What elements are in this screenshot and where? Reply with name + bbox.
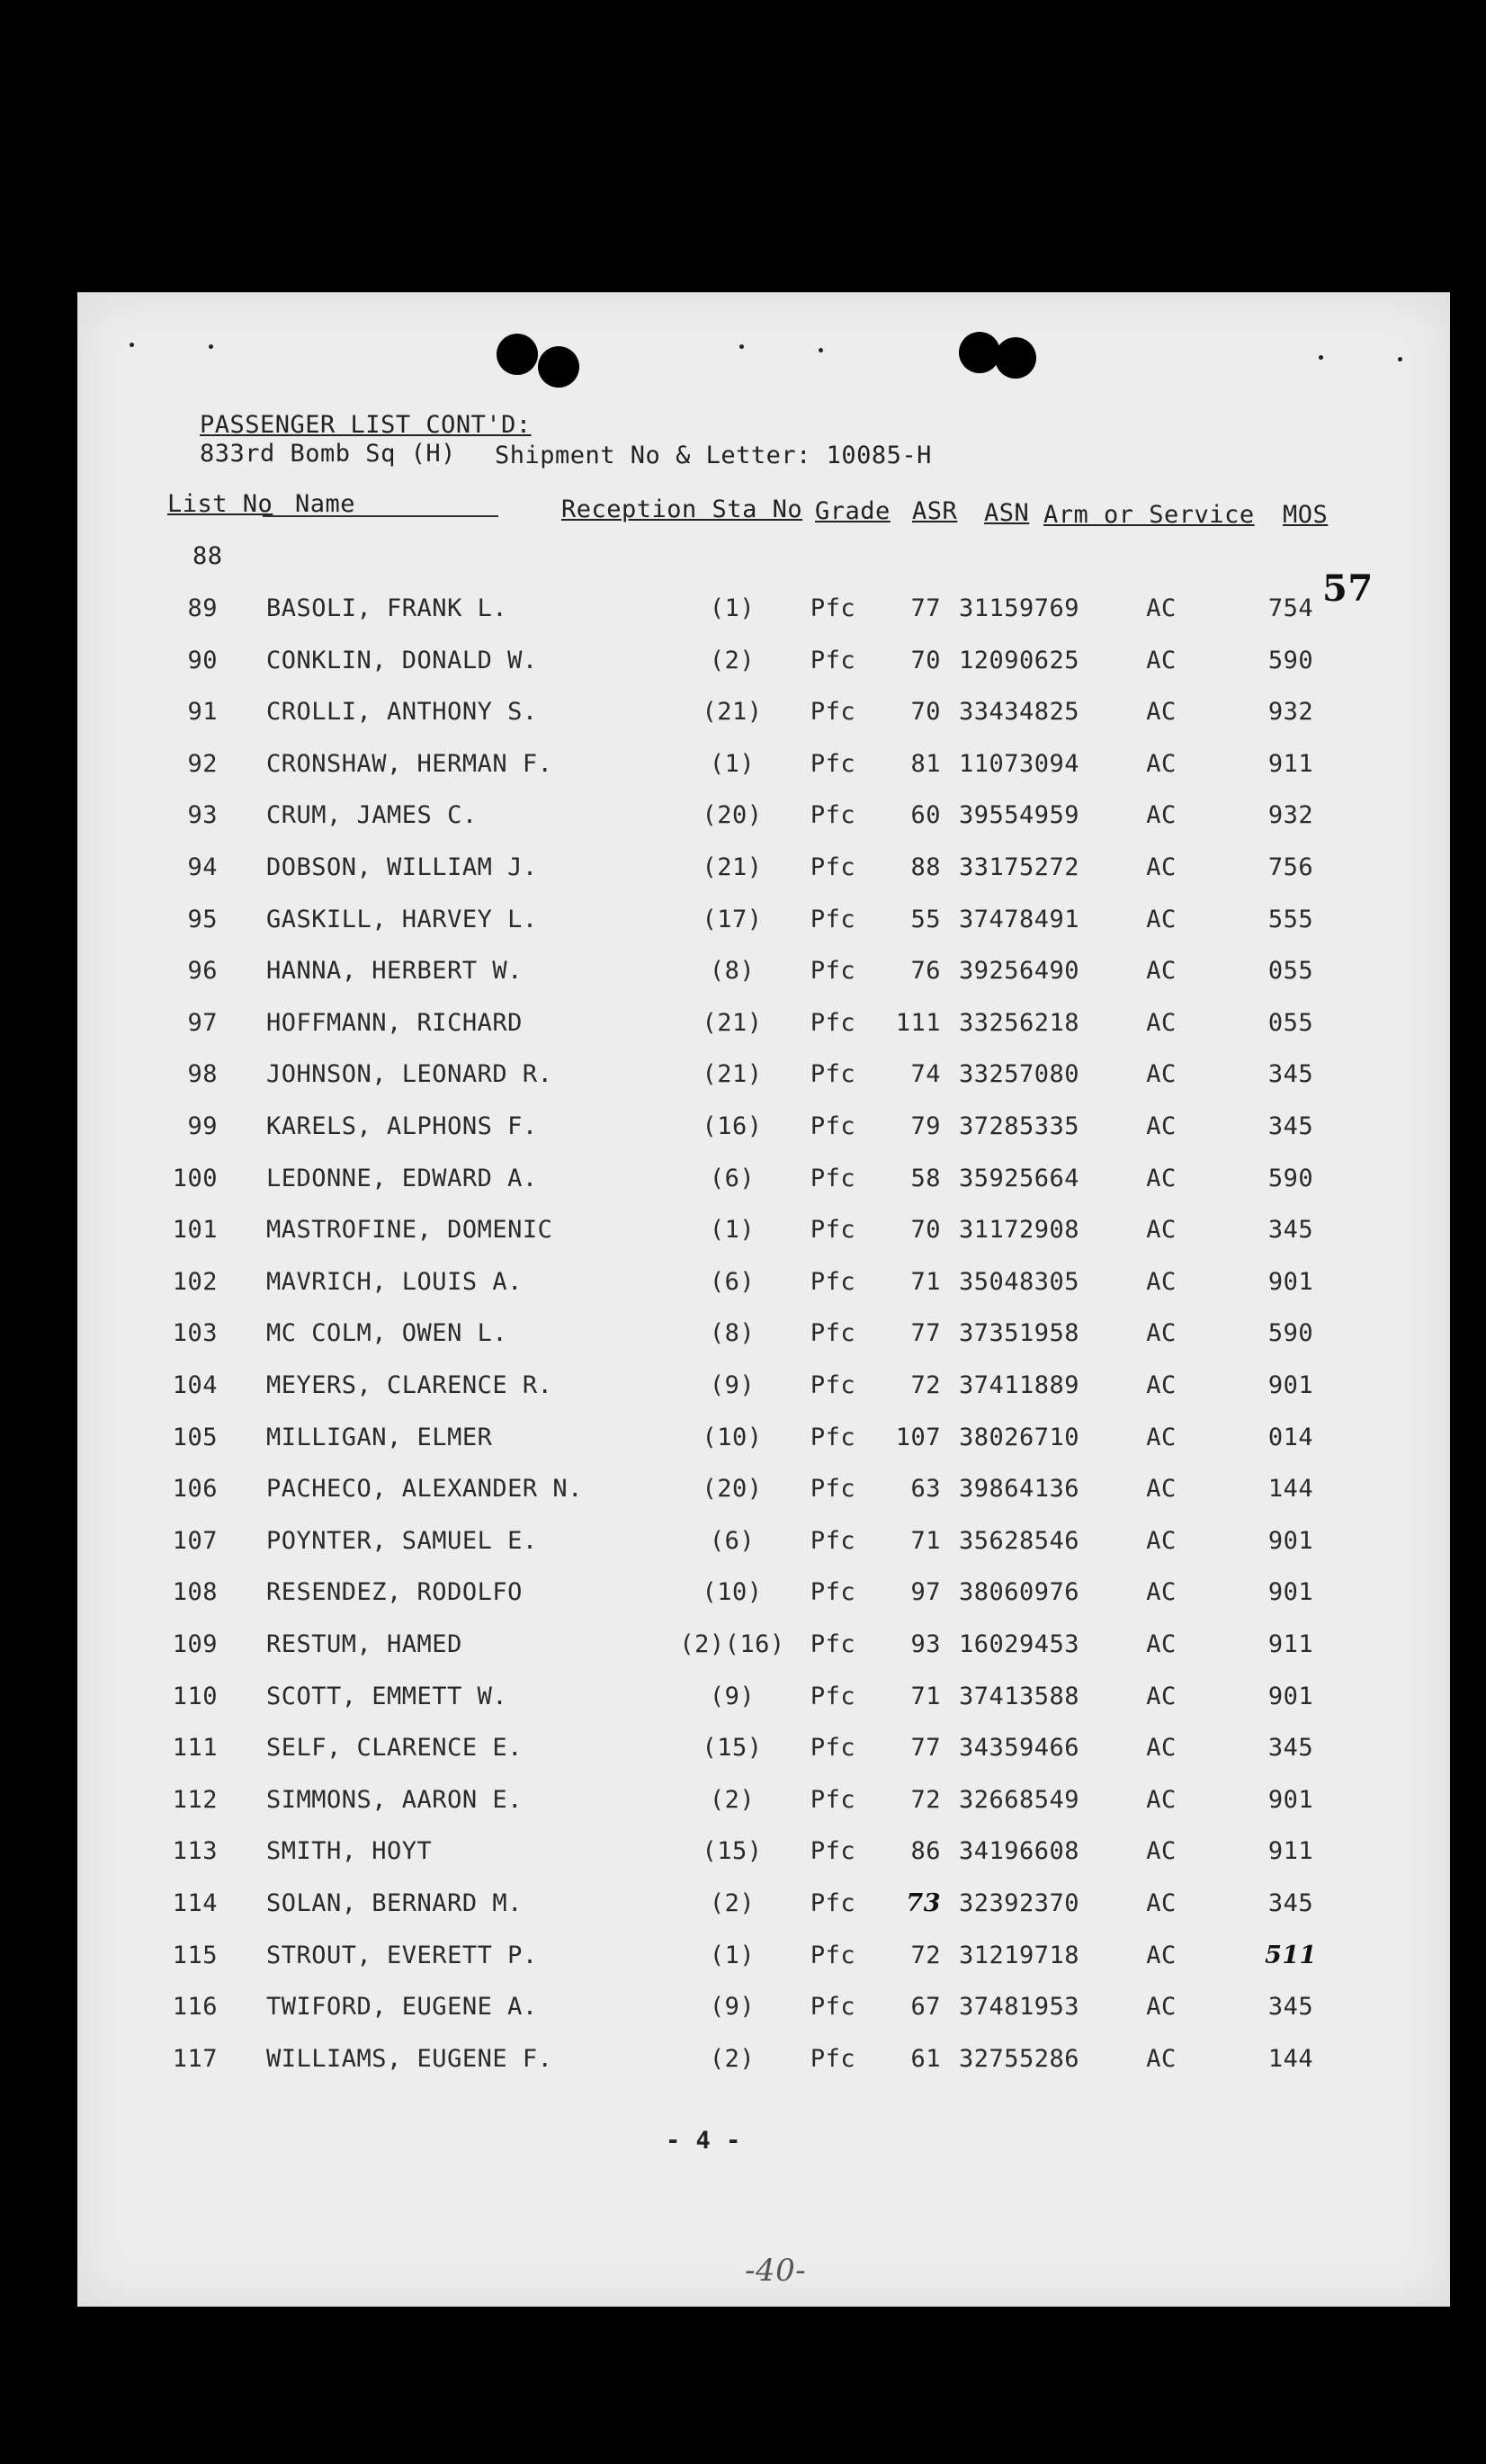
asr-score: 63 — [910, 1475, 941, 1504]
list-no: 101 — [172, 1216, 218, 1245]
col-reception: Reception Sta No — [561, 495, 803, 523]
army-serial-number: 38026710 — [959, 1423, 1080, 1451]
asr-score: 77 — [910, 594, 941, 622]
army-serial-number: 38060976 — [959, 1578, 1080, 1607]
list-no: 96 — [187, 957, 218, 986]
reception-station: (8) — [709, 957, 756, 986]
mos-code: 590 — [1267, 646, 1314, 674]
arm-or-service: AC — [1146, 646, 1177, 674]
punch-hole — [538, 346, 579, 388]
table-row — [77, 647, 1450, 692]
mos-code: 345 — [1267, 1734, 1314, 1763]
asr-score: 97 — [910, 1578, 941, 1607]
list-no: 89 — [187, 594, 218, 622]
arm-or-service: AC — [1146, 1526, 1177, 1555]
list-no: 114 — [172, 1889, 218, 1917]
passenger-name: HOFFMANN, RICHARD — [266, 1008, 523, 1037]
table-row — [77, 801, 1450, 846]
army-serial-number: 31172908 — [959, 1216, 1080, 1245]
arm-or-service: AC — [1146, 1371, 1177, 1399]
list-no: 97 — [187, 1008, 218, 1037]
arm-or-service: AC — [1146, 1475, 1177, 1504]
army-serial-number: 37411889 — [959, 1371, 1080, 1399]
mos-code: 144 — [1267, 2044, 1314, 2073]
passenger-name: WILLIAMS, EUGENE F. — [266, 2044, 553, 2073]
asr-score: 71 — [910, 1526, 941, 1555]
col-list-no: List No — [167, 490, 273, 518]
grade: Pfc — [810, 2044, 856, 2073]
arm-or-service: AC — [1146, 1319, 1177, 1348]
grade: Pfc — [810, 1319, 856, 1348]
grade: Pfc — [810, 1734, 856, 1763]
col-grade: Grade — [815, 497, 891, 525]
army-serial-number: 39864136 — [959, 1475, 1080, 1504]
passenger-name: MASTROFINE, DOMENIC — [266, 1216, 553, 1245]
asr-score: 107 — [895, 1423, 941, 1451]
table-row — [77, 1060, 1450, 1105]
arm-or-service: AC — [1146, 1889, 1177, 1917]
reception-station: (21) — [702, 1008, 763, 1037]
army-serial-number: 33434825 — [959, 698, 1080, 727]
reception-station: (9) — [709, 1371, 756, 1399]
mos-code: 055 — [1267, 957, 1314, 986]
handwritten-page-number: -40- — [745, 2253, 807, 2289]
table-row — [77, 750, 1450, 795]
army-serial-number: 37478491 — [959, 905, 1080, 933]
army-serial-number: 39256490 — [959, 957, 1080, 986]
asr-score: 55 — [910, 905, 941, 933]
passenger-name: CRUM, JAMES C. — [266, 801, 478, 830]
table-row — [77, 1942, 1450, 1986]
list-no: 109 — [172, 1630, 218, 1658]
grade: Pfc — [810, 1837, 856, 1866]
list-no: 111 — [172, 1734, 218, 1763]
asr-score: 72 — [910, 1785, 941, 1814]
asr-score: 81 — [910, 749, 941, 778]
list-no: 98 — [187, 1060, 218, 1089]
army-serial-number: 35925664 — [959, 1164, 1080, 1192]
arm-or-service: AC — [1146, 957, 1177, 986]
asr-score: 86 — [910, 1837, 941, 1866]
table-row — [77, 1527, 1450, 1572]
arm-or-service: AC — [1146, 1682, 1177, 1710]
reception-station: (1) — [709, 594, 756, 622]
grade: Pfc — [810, 801, 856, 830]
grade: Pfc — [810, 1060, 856, 1089]
list-no: 103 — [172, 1319, 218, 1348]
mos-code: 901 — [1267, 1267, 1314, 1296]
arm-or-service: AC — [1146, 1630, 1177, 1658]
asr-score: 71 — [910, 1267, 941, 1296]
army-serial-number: 33256218 — [959, 1008, 1080, 1037]
table-row — [77, 2045, 1450, 2090]
asr-score: 77 — [910, 1734, 941, 1763]
asr-score: 70 — [910, 646, 941, 674]
speck — [739, 344, 744, 349]
reception-station: (1) — [709, 749, 756, 778]
asr-score: 70 — [910, 698, 941, 727]
arm-or-service: AC — [1146, 1993, 1177, 2022]
mos-code: 345 — [1267, 1216, 1314, 1245]
passenger-name: SOLAN, BERNARD M. — [266, 1889, 523, 1917]
passenger-name: SELF, CLARENCE E. — [266, 1734, 523, 1763]
table-row — [77, 1165, 1450, 1210]
mos-code: 345 — [1267, 1112, 1314, 1140]
passenger-name: POYNTER, SAMUEL E. — [266, 1526, 538, 1555]
asr-score: 73 — [906, 1889, 941, 1917]
reception-station: (21) — [702, 1060, 763, 1089]
arm-or-service: AC — [1146, 1578, 1177, 1607]
reception-station: (9) — [709, 1993, 756, 2022]
army-serial-number: 37285335 — [959, 1112, 1080, 1140]
mos-code: 345 — [1267, 1993, 1314, 2022]
table-row — [77, 1268, 1450, 1313]
stamp-number: 57 — [1322, 567, 1374, 610]
asr-score: 79 — [910, 1112, 941, 1140]
asr-score: 58 — [910, 1164, 941, 1192]
list-no: 104 — [172, 1371, 218, 1399]
grade: Pfc — [810, 853, 856, 881]
table-row — [77, 1319, 1450, 1364]
army-serial-number: 31219718 — [959, 1941, 1080, 1969]
mos-code: 901 — [1267, 1578, 1314, 1607]
asr-score: 67 — [910, 1993, 941, 2022]
reception-station: (10) — [702, 1578, 763, 1607]
arm-or-service: AC — [1146, 1423, 1177, 1451]
grade: Pfc — [810, 1785, 856, 1814]
asr-score: 71 — [910, 1682, 941, 1710]
list-no: 91 — [187, 698, 218, 727]
reception-station: (20) — [702, 801, 763, 830]
grade: Pfc — [810, 1578, 856, 1607]
list-no: 107 — [172, 1526, 218, 1555]
arm-or-service: AC — [1146, 1164, 1177, 1192]
passenger-name: MAVRICH, LOUIS A. — [266, 1267, 523, 1296]
passenger-name: PACHECO, ALEXANDER N. — [266, 1475, 583, 1504]
passenger-name: DOBSON, WILLIAM J. — [266, 853, 538, 881]
list-no: 100 — [172, 1164, 218, 1192]
arm-or-service: AC — [1146, 801, 1177, 830]
table-row — [77, 853, 1450, 898]
punch-hole — [497, 334, 538, 375]
speck — [130, 343, 134, 347]
asr-score: 77 — [910, 1319, 941, 1348]
list-no: 92 — [187, 749, 218, 778]
table-row — [77, 1786, 1450, 1831]
asr-score: 70 — [910, 1216, 941, 1245]
grade: Pfc — [810, 905, 856, 933]
mos-code: 901 — [1267, 1682, 1314, 1710]
reception-station: (20) — [702, 1475, 763, 1504]
passenger-name: KARELS, ALPHONS F. — [266, 1112, 538, 1140]
list-no: 102 — [172, 1267, 218, 1296]
army-serial-number: 35628546 — [959, 1526, 1080, 1555]
mos-code: 901 — [1267, 1785, 1314, 1814]
list-no: 94 — [187, 853, 218, 881]
army-serial-number: 32392370 — [959, 1889, 1080, 1917]
reception-station: (6) — [709, 1164, 756, 1192]
table-row — [77, 1475, 1450, 1520]
asr-score: 76 — [910, 957, 941, 986]
passenger-name: HANNA, HERBERT W. — [266, 957, 523, 986]
reception-station: (9) — [709, 1682, 756, 1710]
reception-station: (15) — [702, 1734, 763, 1763]
army-serial-number: 37481953 — [959, 1993, 1080, 2022]
asr-score: 93 — [910, 1630, 941, 1658]
reception-station: (2) — [709, 1889, 756, 1917]
grade: Pfc — [810, 1993, 856, 2022]
list-no-88: 88 — [192, 542, 223, 570]
passenger-name: RESENDEZ, RODOLFO — [266, 1578, 523, 1607]
grade: Pfc — [810, 1267, 856, 1296]
list-no: 116 — [172, 1993, 218, 2022]
arm-or-service: AC — [1146, 1112, 1177, 1140]
table-row — [77, 1578, 1450, 1623]
arm-or-service: AC — [1146, 1734, 1177, 1763]
grade: Pfc — [810, 1371, 856, 1399]
table-row — [77, 1734, 1450, 1779]
grade: Pfc — [810, 1889, 856, 1917]
reception-station: (16) — [702, 1112, 763, 1140]
passenger-name: SIMMONS, AARON E. — [266, 1785, 523, 1814]
table-row — [77, 594, 1450, 639]
punch-hole — [959, 332, 1000, 373]
table-row — [77, 1112, 1450, 1157]
table-row — [77, 698, 1450, 743]
reception-station: (2)(16) — [679, 1630, 785, 1658]
mos-code: 014 — [1267, 1423, 1314, 1451]
army-serial-number: 32755286 — [959, 2044, 1080, 2073]
speck — [209, 344, 213, 349]
passenger-name: RESTUM, HAMED — [266, 1630, 462, 1658]
arm-or-service: AC — [1146, 1267, 1177, 1296]
asr-score: 72 — [910, 1941, 941, 1969]
mos-code: 590 — [1267, 1164, 1314, 1192]
grade: Pfc — [810, 594, 856, 622]
army-serial-number: 33175272 — [959, 853, 1080, 881]
table-row — [77, 1371, 1450, 1416]
list-no: 90 — [187, 646, 218, 674]
page-number: - 4 - — [666, 2127, 741, 2155]
table-row — [77, 906, 1450, 951]
army-serial-number: 16029453 — [959, 1630, 1080, 1658]
mos-code: 144 — [1267, 1475, 1314, 1504]
mos-code: 756 — [1267, 853, 1314, 881]
list-no: 108 — [172, 1578, 218, 1607]
reception-station: (21) — [702, 698, 763, 727]
arm-or-service: AC — [1146, 1785, 1177, 1814]
asr-score: 60 — [910, 801, 941, 830]
passenger-name: STROUT, EVERETT P. — [266, 1941, 538, 1969]
army-serial-number: 33257080 — [959, 1060, 1080, 1089]
reception-station: (6) — [709, 1267, 756, 1296]
list-no: 117 — [172, 2044, 218, 2073]
mos-code: 555 — [1267, 905, 1314, 933]
arm-or-service: AC — [1146, 594, 1177, 622]
army-serial-number: 11073094 — [959, 749, 1080, 778]
asr-score: 111 — [895, 1008, 941, 1037]
passenger-name: MILLIGAN, ELMER — [266, 1423, 493, 1451]
col-asn: ASN — [984, 499, 1030, 527]
grade: Pfc — [810, 1164, 856, 1192]
army-serial-number: 37351958 — [959, 1319, 1080, 1348]
asr-score: 88 — [910, 853, 941, 881]
mos-code: 901 — [1267, 1371, 1314, 1399]
mos-code: 901 — [1267, 1526, 1314, 1555]
mos-code: 590 — [1267, 1319, 1314, 1348]
table-row — [77, 1009, 1450, 1054]
passenger-name: CRONSHAW, HERMAN F. — [266, 749, 553, 778]
asr-score: 61 — [910, 2044, 941, 2073]
punch-hole — [995, 337, 1036, 379]
table-row — [77, 1837, 1450, 1882]
passenger-name: GASKILL, HARVEY L. — [266, 905, 538, 933]
arm-or-service: AC — [1146, 1008, 1177, 1037]
col-mos: MOS — [1283, 501, 1329, 529]
passenger-name: SCOTT, EMMETT W. — [266, 1682, 508, 1710]
mos-code: 754 — [1267, 594, 1314, 622]
list-no: 106 — [172, 1475, 218, 1504]
grade: Pfc — [810, 1423, 856, 1451]
asr-score: 74 — [910, 1060, 941, 1089]
passenger-name: SMITH, HOYT — [266, 1837, 433, 1866]
list-no: 105 — [172, 1423, 218, 1451]
passenger-name: TWIFORD, EUGENE A. — [266, 1993, 538, 2022]
passenger-name: BASOLI, FRANK L. — [266, 594, 508, 622]
reception-station: (8) — [709, 1319, 756, 1348]
grade: Pfc — [810, 1112, 856, 1140]
army-serial-number: 31159769 — [959, 594, 1080, 622]
grade: Pfc — [810, 1216, 856, 1245]
grade: Pfc — [810, 749, 856, 778]
passenger-name: LEDONNE, EDWARD A. — [266, 1164, 538, 1192]
reception-station: (1) — [709, 1941, 756, 1969]
speck — [819, 348, 823, 353]
passenger-name: CROLLI, ANTHONY S. — [266, 698, 538, 727]
col-name-underline — [263, 515, 498, 517]
arm-or-service: AC — [1146, 749, 1177, 778]
speck — [1398, 357, 1402, 362]
army-serial-number: 35048305 — [959, 1267, 1080, 1296]
grade: Pfc — [810, 1008, 856, 1037]
reception-station: (2) — [709, 1785, 756, 1814]
mos-code: 511 — [1265, 1941, 1317, 1969]
unit-name: 833rd Bomb Sq (H) — [200, 440, 456, 468]
list-no: 110 — [172, 1682, 218, 1710]
list-no: 95 — [187, 905, 218, 933]
passenger-name: JOHNSON, LEONARD R. — [266, 1060, 553, 1089]
table-row — [77, 957, 1450, 1002]
army-serial-number: 32668549 — [959, 1785, 1080, 1814]
grade: Pfc — [810, 1526, 856, 1555]
arm-or-service: AC — [1146, 905, 1177, 933]
reception-station: (17) — [702, 905, 763, 933]
army-serial-number: 34359466 — [959, 1734, 1080, 1763]
list-no: 112 — [172, 1785, 218, 1814]
arm-or-service: AC — [1146, 2044, 1177, 2073]
mos-code: 911 — [1267, 1837, 1314, 1866]
arm-or-service: AC — [1146, 1941, 1177, 1969]
asr-score: 72 — [910, 1371, 941, 1399]
reception-station: (6) — [709, 1526, 756, 1555]
table-row — [77, 1683, 1450, 1727]
passenger-name: MC COLM, OWEN L. — [266, 1319, 508, 1348]
army-serial-number: 39554959 — [959, 801, 1080, 830]
mos-code: 911 — [1267, 1630, 1314, 1658]
list-no: 115 — [172, 1941, 218, 1969]
grade: Pfc — [810, 1682, 856, 1710]
mos-code: 932 — [1267, 698, 1314, 727]
mos-code: 055 — [1267, 1008, 1314, 1037]
mos-code: 911 — [1267, 749, 1314, 778]
col-asr: ASR — [912, 497, 958, 525]
table-row — [77, 1993, 1450, 2038]
mos-code: 345 — [1267, 1060, 1314, 1089]
shipment-number: Shipment No & Letter: 10085-H — [495, 442, 932, 469]
army-serial-number: 12090625 — [959, 646, 1080, 674]
document-page — [77, 292, 1450, 2307]
army-serial-number: 34196608 — [959, 1837, 1080, 1866]
grade: Pfc — [810, 698, 856, 727]
grade: Pfc — [810, 646, 856, 674]
grade: Pfc — [810, 1630, 856, 1658]
table-row — [77, 1216, 1450, 1261]
arm-or-service: AC — [1146, 853, 1177, 881]
arm-or-service: AC — [1146, 1837, 1177, 1866]
table-row — [77, 1889, 1450, 1934]
arm-or-service: AC — [1146, 1216, 1177, 1245]
passenger-name: CONKLIN, DONALD W. — [266, 646, 538, 674]
list-no: 113 — [172, 1837, 218, 1866]
grade: Pfc — [810, 1475, 856, 1504]
arm-or-service: AC — [1146, 698, 1177, 727]
army-serial-number: 37413588 — [959, 1682, 1080, 1710]
table-row — [77, 1630, 1450, 1675]
list-no: 99 — [187, 1112, 218, 1140]
arm-or-service: AC — [1146, 1060, 1177, 1089]
table-row — [77, 1424, 1450, 1469]
reception-station: (21) — [702, 853, 763, 881]
list-no: 93 — [187, 801, 218, 830]
reception-station: (15) — [702, 1837, 763, 1866]
speck — [1319, 355, 1323, 360]
mos-code: 932 — [1267, 801, 1314, 830]
col-name: Name — [295, 490, 356, 518]
col-arm: Arm or Service — [1043, 501, 1255, 529]
reception-station: (1) — [709, 1216, 756, 1245]
reception-station: (2) — [709, 646, 756, 674]
mos-code: 345 — [1267, 1889, 1314, 1917]
grade: Pfc — [810, 957, 856, 986]
reception-station: (10) — [702, 1423, 763, 1451]
list-title: PASSENGER LIST CONT'D: — [200, 411, 532, 439]
passenger-name: MEYERS, CLARENCE R. — [266, 1371, 553, 1399]
reception-station: (2) — [709, 2044, 756, 2073]
grade: Pfc — [810, 1941, 856, 1969]
